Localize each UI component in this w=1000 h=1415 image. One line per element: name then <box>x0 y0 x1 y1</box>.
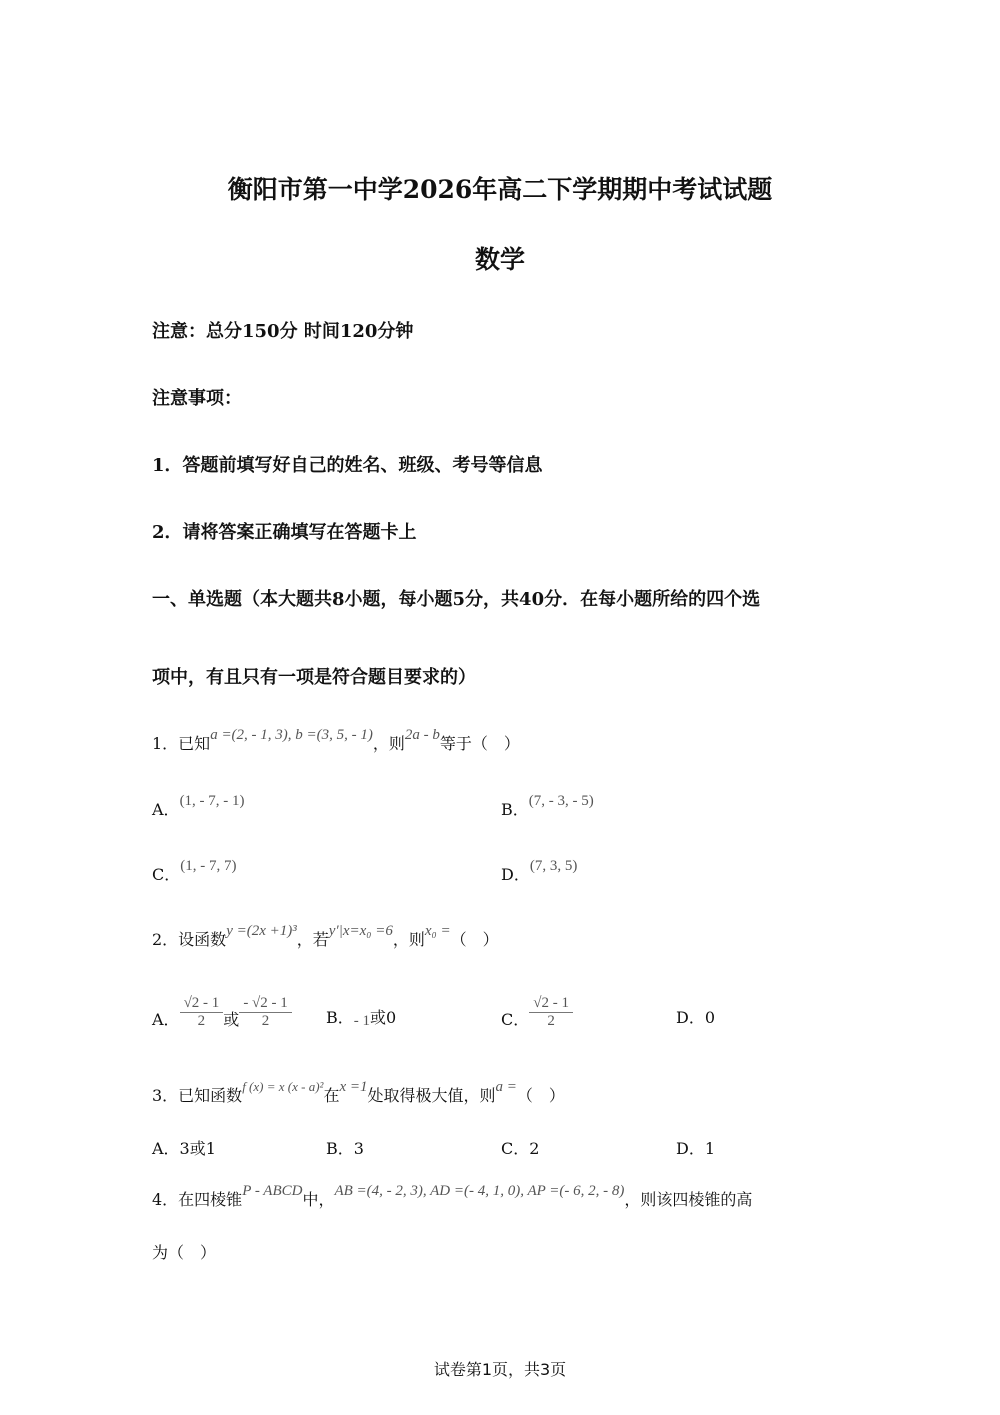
question-4 <box>152 1183 753 1210</box>
q2-mid2: ，则 <box>392 930 425 949</box>
notes-heading: 注意事项： <box>152 388 242 409</box>
q1-math-expr: 2a - b <box>404 727 440 743</box>
q3-math-a: a = <box>495 1079 517 1095</box>
q1-option-d-value: (7, 3, 5) <box>529 858 578 874</box>
q3-suffix: （ ） <box>516 1086 565 1105</box>
fraction-numerator: √2 - 1 <box>529 995 573 1013</box>
q2-mid1: ，若 <box>296 930 329 949</box>
fraction-numerator: - √2 - 1 <box>239 995 291 1013</box>
q3-prefix: 3．已知函数 <box>152 1086 243 1105</box>
q3-math-function: f (x) = x (x - a)² <box>242 1079 324 1094</box>
note-item-1: 1．答题前填写好自己的姓名、班级、考号等信息 <box>152 455 543 476</box>
score-note: 注意：总分150分 时间120分钟 <box>152 321 414 342</box>
q1-option-c-label: C． <box>152 865 181 884</box>
q2-option-d-value: 0 <box>704 1008 716 1027</box>
question-1 <box>152 727 520 754</box>
q2-option-b-math: - 1 <box>353 1013 371 1029</box>
section-heading-line1: 一、单选题（本大题共8小题，每小题5分，共40分．在每小题所给的四个选 <box>152 589 761 610</box>
q3-option-c: C．2 <box>501 1139 540 1158</box>
q2-math-derivative: y′|x=x₀ =6 <box>328 923 393 939</box>
q2-option-a-fraction-2 <box>239 995 291 1030</box>
q4-suffix: ，则该四棱锥的高 <box>624 1190 753 1209</box>
q2-math-x0: x₀ = <box>424 923 451 939</box>
exam-title: 衡阳市第一中学2026年高二下学期期中考试试题 <box>227 175 773 204</box>
q2-option-b-text: 或0 <box>370 1008 397 1027</box>
note-item-2: 2．请将答案正确填写在答题卡上 <box>152 522 417 543</box>
q1-option-d <box>501 858 578 885</box>
q4-mid: 中， <box>302 1190 335 1209</box>
q2-option-d <box>676 1005 715 1028</box>
q1-option-a-label: A． <box>152 800 180 819</box>
q2-option-a <box>152 995 292 1038</box>
q2-option-c-fraction <box>529 995 573 1030</box>
q4-line2: 为（ ） <box>152 1243 217 1262</box>
fraction-denominator: 2 <box>197 1013 206 1029</box>
section-heading-line2: 项中，有且只有一项是符合题目要求的） <box>152 667 476 688</box>
q1-mid: ，则 <box>372 734 405 753</box>
q2-option-a-fraction-1 <box>180 995 224 1030</box>
q3-option-a: A．3或1 <box>152 1139 216 1158</box>
q1-option-b-label: B． <box>501 800 529 819</box>
q2-option-b <box>326 1005 396 1028</box>
q1-option-c-value: (1, - 7, 7) <box>180 858 237 874</box>
q1-option-a <box>152 793 245 820</box>
q3-math-x: x =1 <box>339 1079 368 1095</box>
q2-suffix: （ ） <box>450 930 499 949</box>
q3-mid1: 在 <box>323 1086 340 1105</box>
q2-option-b-label: B． <box>326 1008 354 1027</box>
q4-math-pyramid: P - ABCD <box>242 1183 303 1199</box>
fraction-numerator: √2 - 1 <box>180 995 224 1013</box>
q4-prefix: 4．在四棱锥 <box>152 1190 243 1209</box>
q1-option-a-value: (1, - 7, - 1) <box>179 793 245 809</box>
q3-option-b: B．3 <box>326 1139 364 1158</box>
q2-option-c <box>501 995 573 1038</box>
page-footer: 试卷第1页，共3页 <box>433 1360 567 1379</box>
q2-option-d-label: D． <box>676 1008 705 1027</box>
q1-math-vectors: a =(2, - 1, 3), b =(3, 5, - 1) <box>210 727 373 743</box>
q2-prefix: 2．设函数 <box>152 930 227 949</box>
q2-option-a-label: A． <box>152 1010 180 1029</box>
exam-subject: 数学 <box>474 245 525 274</box>
fraction-denominator: 2 <box>547 1013 555 1029</box>
q3-option-d: D．1 <box>676 1139 716 1158</box>
q1-option-c <box>152 858 237 885</box>
q1-suffix: 等于（ ） <box>439 734 520 753</box>
q4-math-vectors: AB =(4, - 2, 3), AD =(- 4, 1, 0), AP =(- 6, 2, - 8) <box>334 1183 625 1199</box>
question-3 <box>152 1079 565 1106</box>
q1-option-b <box>501 793 594 820</box>
question-2 <box>152 923 499 950</box>
q1-prefix: 1．已知 <box>152 734 211 753</box>
q2-option-c-label: C． <box>501 1010 530 1029</box>
q1-option-d-label: D． <box>501 865 530 884</box>
q2-option-a-or: 或 <box>223 1010 240 1029</box>
q3-mid2: 处取得极大值，则 <box>367 1086 496 1105</box>
q2-math-function: y =(2x +1)³ <box>226 923 297 939</box>
q1-option-b-value: (7, - 3, - 5) <box>528 793 594 809</box>
fraction-denominator: 2 <box>261 1013 270 1029</box>
